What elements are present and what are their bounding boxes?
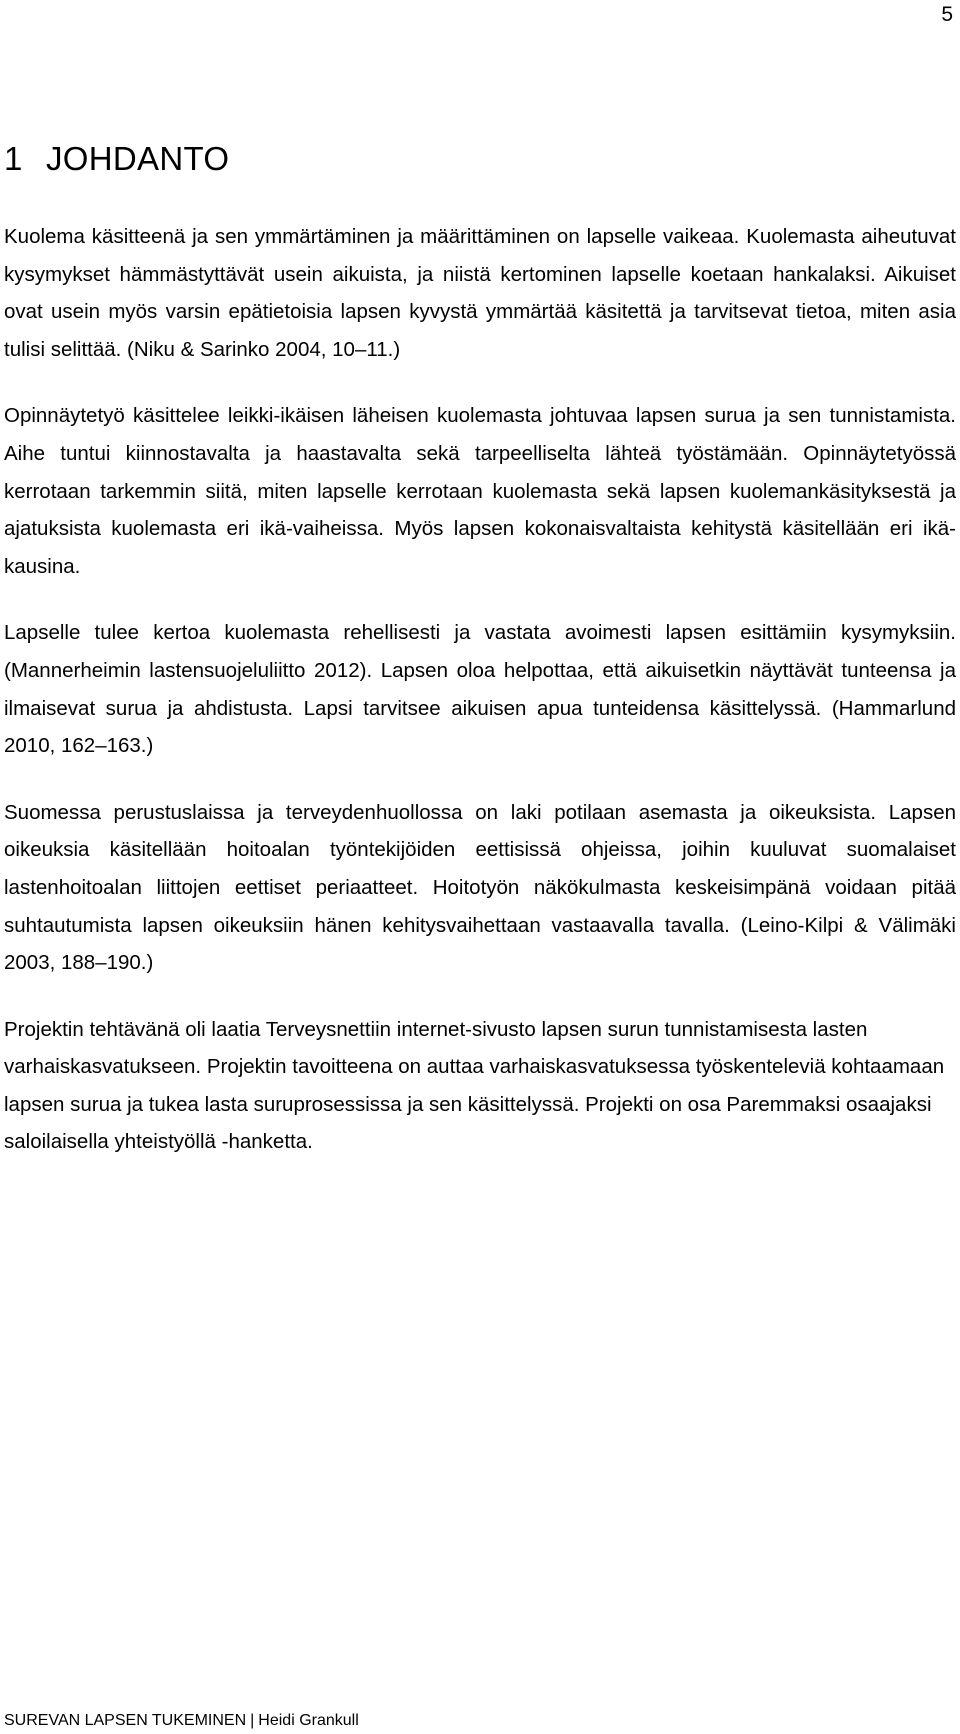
paragraph-telling-child: Lapselle tulee kertoa kuolemasta rehellisesti ja vastata avoimesti lapsen esittämiin kysymyksiin. (Mannerheimin lastensuojeluliitto 2012). Lapsen oloa helpottaa, että aikuisetkin näyttävät tunteensa ja ilmaisevat surua ja ahdistusta. Lapsi tarvitsee aikuisen apua tunteidensa käsittelyssä. (Hammarlund 2010, 162–163.) [4,621,956,758]
chapter-number: 1 [4,140,23,177]
paragraph-intro: Kuolema käsitteenä ja sen ymmärtäminen ja määrittäminen on lapselle vaikeaa. Kuolemasta aiheutuvat kysymykset hämmästyttävät usein aikuista, ja niistä kertominen lapselle koetaan hankalaksi. Aikuiset ovat usein myös varsin epätietoisia lapsen kyvystä ymmärtää käsitettä ja tarvitsevat tietoa, miten asia tulisi selittää. (Niku & Sarinko 2004, 10–11.) [4,225,956,361]
body-text [4,218,956,1190]
paragraph-project-task: Projektin tehtävänä oli laatia Terveysnettiin internet-sivusto lapsen surun tunnistamisesta lasten varhaiskasvatukseen. Projektin tavoitteena on auttaa varhaiskasvatuksessa työskenteleviä kohtaamaan lapsen surua ja tukea lasta suruprosessissa ja sen käsittelyssä. Projekti on osa Paremmaksi osaajaksi saloilaisella yhteistyöllä -hanketta. [4,1017,945,1154]
chapter-heading [4,140,229,178]
page-footer [4,1712,359,1730]
page-number: 5 [941,3,953,26]
footer-title: SUREVAN LAPSEN TUKEMINEN [4,1712,247,1729]
chapter-title: JOHDANTO [46,140,230,177]
paragraph-child-rights: Suomessa perustuslaissa ja terveydenhuollossa on laki potilaan asemasta ja oikeuksista. Lapsen oikeuksia käsitellään hoitoalan työntekijöiden eettisissä ohjeissa, joihin kuuluvat suomalaiset lastenhoitoalan liittojen eettiset periaatteet. Hoitotyön näkökulmasta keskeisimpänä voidaan pitää suhtautumista lapsen oikeuksiin hänen kehitysvaihettaan vastaavalla tavalla. (Leino-Kilpi & Välimäki 2003, 188–190.) [4,800,956,975]
paragraph-thesis-topic: Opinnäytetyö käsittelee leikki-ikäisen läheisen kuolemasta johtuvaa lapsen surua ja sen tunnistamista. Aihe tuntui kiinnostavalta ja haastavalta sekä tarpeelliselta lähteä työstämään. Opinnäytetyössä kerrotaan tarkemmin siitä, miten lapselle kerrotaan kuolemasta sekä lapsen kuolemankäsityksestä ja ajatuksista kuolemasta eri ikä-vaiheissa. Myös lapsen kokonaisvaltaista kehitystä käsitellään eri ikä-kausina. [4,404,956,578]
footer-separator: | [250,1712,255,1729]
footer-author: Heidi Grankull [258,1712,359,1729]
